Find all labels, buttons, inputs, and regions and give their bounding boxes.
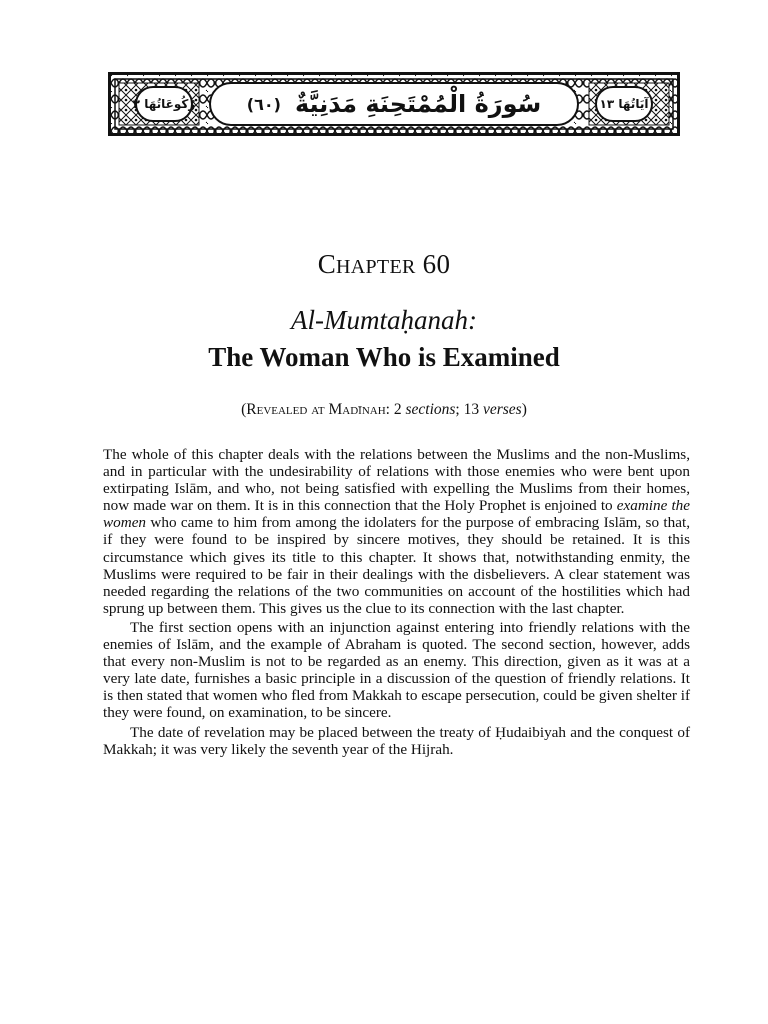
paragraph-1-text-b: who came to him from among the idolaters for the purpose of embracing Islām, so that, if they were found to be inspired by sincere motives, they should be retained. It is this circumstance which gives its title to this chapter. It shows that, notwithstanding enmity, the Muslims were required to be fair in their dealings with the disbelievers. A clear statement was needed regarding the relations of the two communities on account of the hostilities which had sprung up between them. This gives us the clue to its connection with the last chapter. xyxy=(103,514,690,617)
verses-count-text: آيَاتُهَا ١٣ xyxy=(599,97,649,111)
revelation-close-paren: ) xyxy=(521,401,527,418)
sections-count: : 2 xyxy=(385,401,406,418)
surah-number: (٦٠) xyxy=(246,94,281,114)
revelation-place: Revealed at Madīnah xyxy=(246,401,386,418)
chapter-word-initial: C xyxy=(317,249,337,279)
paragraph-1-emphasis: examine the women xyxy=(103,497,690,532)
surah-english-title: The Woman Who is Examined xyxy=(208,342,560,372)
paragraph-2: The first section opens with an injunction against entering into friendly relations with the enemies of Islām, and the example of Abraham is quoted. The second section, however, adds that every non-Muslim is not to be regarded as an enemy. This direction, given as it was at a very late date, furnishes a basic principle in a discussion of the question of friendly relations. It is then stated that women who fled from Makkah to escape persecution, could be given shelter if they were found, on examination, to be sincere. xyxy=(103,618,690,722)
revelation-info xyxy=(0,401,768,419)
surah-arabic-title: سُورَةُ الْمُمْتَحِنَةِ مَدَنِيَّةٌ xyxy=(294,90,542,118)
paragraph-1 xyxy=(103,446,690,617)
surah-header-banner xyxy=(108,72,680,136)
verses-count-cartouche xyxy=(595,86,653,122)
chapter-number: 60 xyxy=(422,249,451,279)
sections-count-cartouche xyxy=(132,86,196,122)
paragraph-1-text-a: The whole of this chapter deals with the relations between the Muslims and the non-Muslims, and in particular with the undesirability of relations with those enemies who were bent upon extirpating Islām, and who, not being satisfied with expelling the Muslims from their homes, now made war on them. It is in this connection that the Holy Prophet is enjoined to xyxy=(103,446,690,515)
surah-title-cartouche xyxy=(209,82,579,126)
sections-word: sections xyxy=(405,401,456,418)
surah-transliterated-name: Al-Mumtaḥanah: xyxy=(291,305,477,335)
paragraph-3: The date of revelation may be placed between the treaty of Ḥudaibiyah and the conquest of Makkah; it was very likely the seventh year of the Hijrah. xyxy=(103,723,690,758)
introduction-body xyxy=(103,446,690,758)
sections-count-text: رُكُوعَاتُهَا ٢ xyxy=(132,97,196,111)
chapter-heading xyxy=(0,249,768,280)
revelation-open-paren: ( xyxy=(241,401,247,418)
verses-count: ; 13 xyxy=(455,401,483,418)
chapter-word-rest: HAPTER xyxy=(336,256,416,278)
verses-word: verses xyxy=(482,401,522,418)
